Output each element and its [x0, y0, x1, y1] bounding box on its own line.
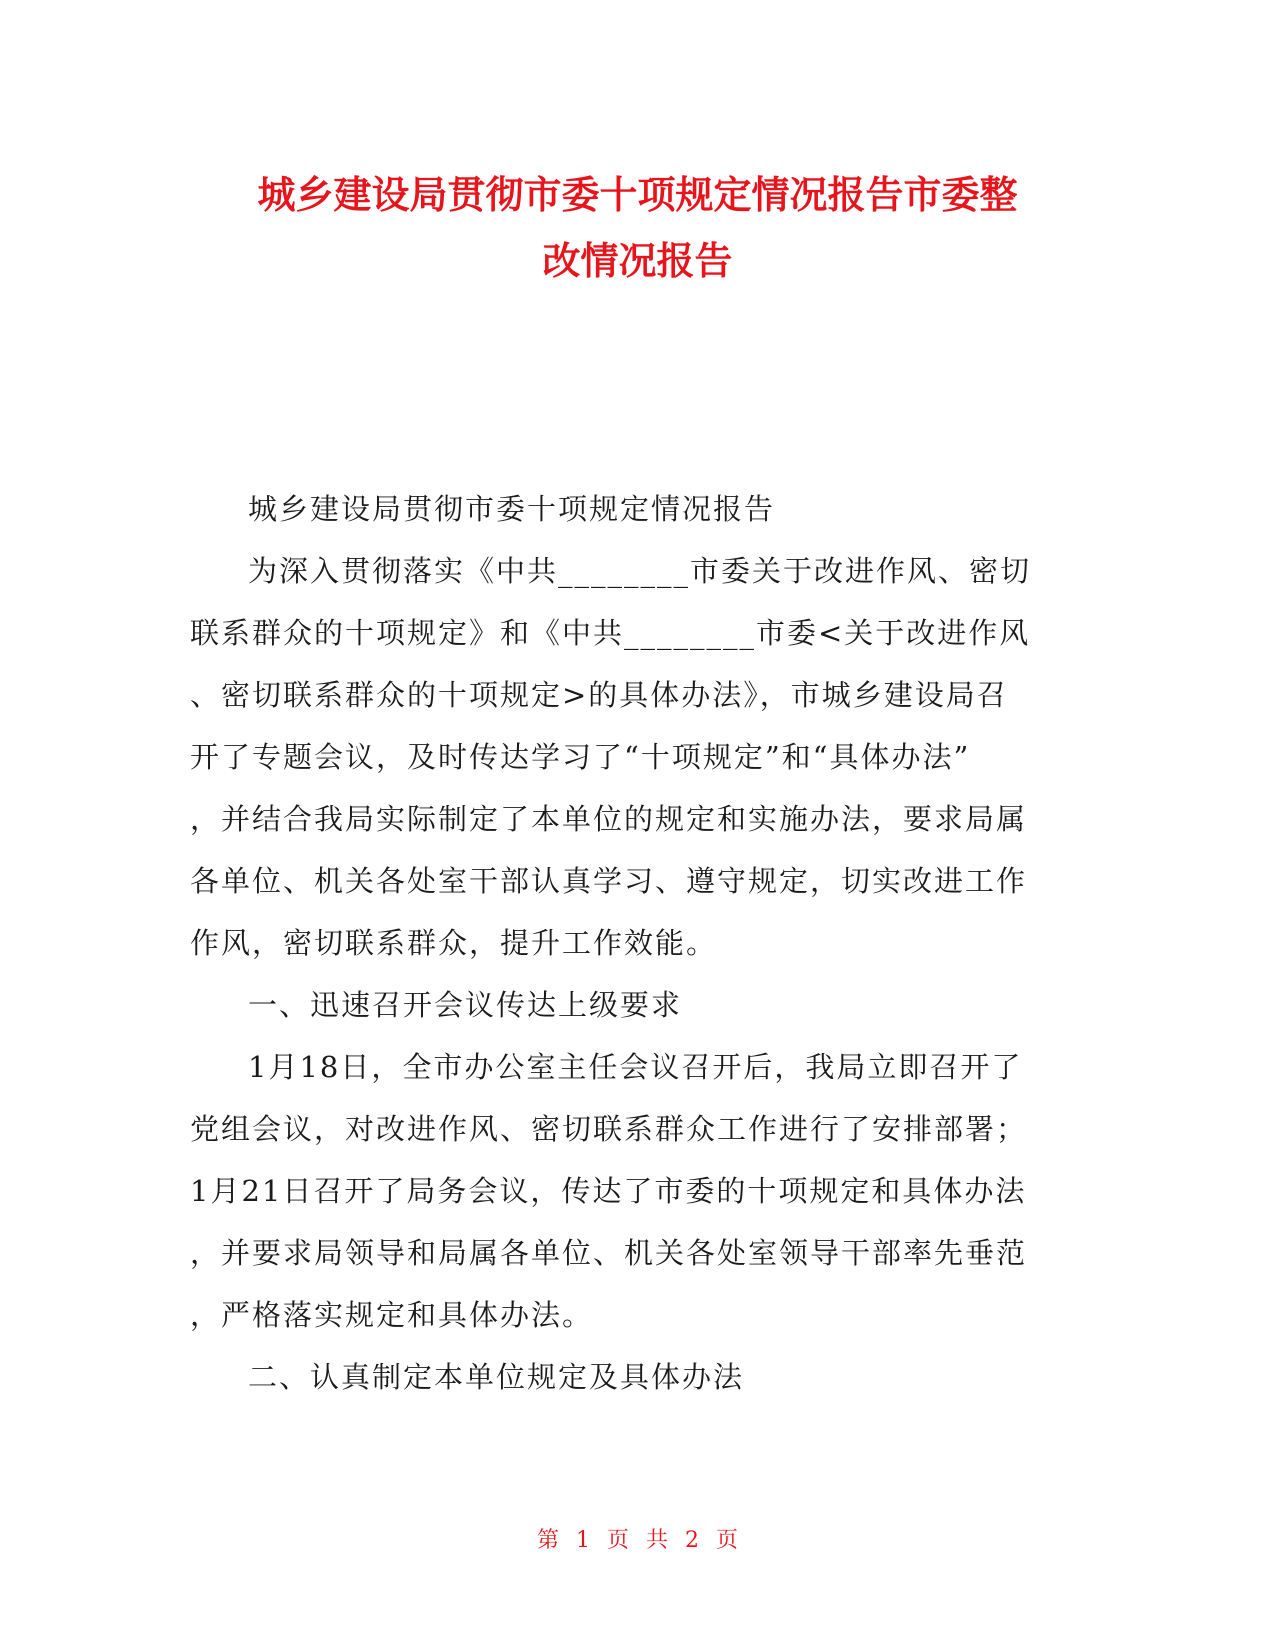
footer-current-page: 1	[575, 1528, 590, 1553]
title-line-2: 改情况报告	[542, 239, 733, 283]
body-line: 开了专题会议，及时传达学习了“十项规定”和“具体办法”	[190, 740, 971, 774]
body-line: 1月21日召开了局务会议，传达了市委的十项规定和具体办法	[190, 1174, 1027, 1208]
body-line: 联系群众的十项规定》和《中共________市委<关于改进作风	[190, 616, 1031, 650]
body-line: ，严格落实规定和具体办法。	[190, 1298, 594, 1332]
title-line-1: 城乡建设局贯彻市委十项规定情况报告市委整	[257, 173, 1018, 217]
body-line: 二、认真制定本单位规定及具体办法	[248, 1360, 745, 1394]
footer-total-pages: 2	[685, 1528, 700, 1553]
body-line: 党组会议，对改进作风、密切联系群众工作进行了安排部署；	[190, 1112, 1028, 1146]
page-footer	[0, 1526, 1275, 1556]
footer-page-unit-2: 页	[716, 1528, 739, 1553]
body-line: ，并结合我局实际制定了本单位的规定和实施办法，要求局属	[190, 802, 1028, 836]
body-line: 一、迅速召开会议传达上级要求	[248, 988, 683, 1022]
body-line: 1月18日，全市办公室主任会议召开后，我局立即召开了	[248, 1050, 1023, 1084]
document-body	[190, 478, 1085, 1408]
footer-page-unit: 页	[606, 1528, 629, 1553]
document-title	[180, 162, 1095, 294]
body-line: 作风，密切联系群众，提升工作效能。	[190, 926, 718, 960]
body-line: 各单位、机关各处室干部认真学习、遵守规定，切实改进工作	[190, 864, 1028, 898]
body-line: 、密切联系群众的十项规定>的具体办法》，市城乡建设局召	[190, 678, 1008, 712]
body-line: 为深入贯彻落实《中共________市委关于改进作风、密切	[248, 554, 1032, 588]
body-line: 城乡建设局贯彻市委十项规定情况报告	[248, 492, 776, 526]
footer-page-label: 第	[536, 1528, 559, 1553]
footer-total-label: 共	[646, 1528, 669, 1553]
body-line: ，并要求局领导和局属各单位、机关各处室领导干部率先垂范	[190, 1236, 1028, 1270]
